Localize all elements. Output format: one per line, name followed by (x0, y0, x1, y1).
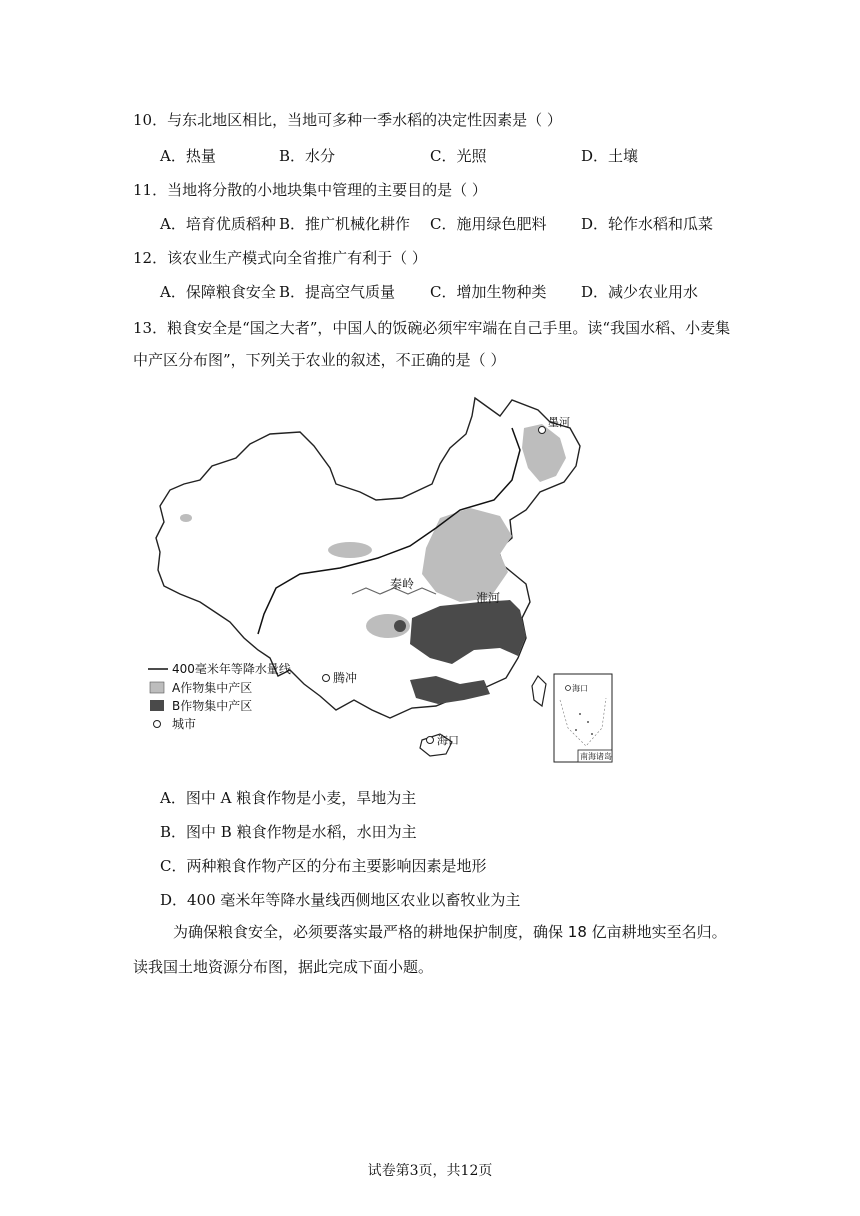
label-haikou: 海口 (437, 734, 459, 747)
option-d[interactable]: D．减少农业用水 (581, 283, 699, 301)
label-qinling: 秦岭 (390, 577, 415, 591)
city-tengchong-marker (323, 675, 330, 682)
question-10-options (0, 146, 860, 166)
option-b[interactable]: B．水分 (279, 147, 336, 165)
question-11-stem: 11．当地将分散的小地块集中管理的主要目的是（ ） (133, 181, 487, 199)
question-12-options (0, 282, 860, 302)
option-c[interactable]: C．施用绿色肥料 (430, 215, 547, 233)
passage-line2: 读我国土地资源分布图，据此完成下面小题。 (133, 958, 434, 976)
question-10-stem: 10．与东北地区相比，当地可多种一季水稻的决定性因素是（ ） (133, 111, 562, 129)
label-tengchong: 腾冲 (333, 671, 358, 685)
south-china-sea-inset (554, 674, 612, 762)
option-d[interactable]: D．土壤 (581, 147, 639, 165)
legend-a-label: A作物集中产区 (172, 681, 253, 695)
question-13-option-c[interactable]: C．两种粮食作物产区的分布主要影响因素是地形 (160, 857, 487, 875)
legend-a-swatch (150, 682, 164, 693)
taiwan-island (532, 676, 546, 706)
map-legend (148, 661, 291, 731)
option-b[interactable]: B．推广机械化耕作 (279, 215, 411, 233)
china-crop-map (140, 388, 620, 768)
b-crop-area-sichuan-spots (394, 620, 406, 632)
legend-city-label: 城市 (172, 717, 197, 731)
passage-line1: 为确保粮食安全，必须要落实最严格的耕地保护制度，确保 18 亿亩耕地实至名归。 (173, 923, 727, 941)
legend-city-swatch (154, 721, 161, 728)
question-12-stem: 12．该农业生产模式向全省推广有利于（ ） (133, 249, 427, 267)
city-heihe-marker (539, 427, 546, 434)
option-d[interactable]: D．轮作水稻和瓜菜 (581, 215, 714, 233)
option-c[interactable]: C．增加生物种类 (430, 283, 547, 301)
question-13-stem-line2: 中产区分布图”，下列关于农业的叙述，不正确的是（ ） (133, 351, 506, 369)
inset-haikou-label: 海口 (572, 684, 588, 693)
question-11-options (0, 214, 860, 234)
legend-isohyet-label: 400毫米年等降水量线 (172, 662, 291, 676)
legend-b-label: B作物集中产区 (172, 699, 253, 713)
option-a[interactable]: A．保障粮食安全 (160, 283, 276, 301)
question-13-option-d[interactable]: D．400 毫米年等降水量线西侧地区农业以畜牧业为主 (160, 891, 521, 909)
option-a[interactable]: A．热量 (160, 147, 216, 165)
question-13-option-b[interactable]: B．图中 B 粮食作物是水稻，水田为主 (160, 823, 417, 841)
a-crop-area-oasis (180, 514, 192, 522)
label-heihe: 墨河 (548, 416, 570, 429)
option-b[interactable]: B．提高空气质量 (279, 283, 396, 301)
inset-title: 南海诸岛 (580, 752, 612, 761)
legend-b-swatch (150, 700, 164, 711)
a-crop-area-xinjiang (328, 542, 372, 558)
question-13-option-a[interactable]: A．图中 A 粮食作物是小麦，旱地为主 (160, 789, 417, 807)
label-huaihe: 淮河 (476, 591, 501, 605)
page-footer: 试卷第3页，共12页 (367, 1163, 493, 1179)
option-a[interactable]: A．培育优质稻种 (160, 215, 276, 233)
question-13-stem-line1: 13．粮食安全是“国之大者”，中国人的饭碗必须牢牢端在自己手里。读“我国水稻、小麦集 (133, 319, 731, 337)
option-c[interactable]: C．光照 (430, 147, 487, 165)
city-haikou-marker (427, 737, 434, 744)
